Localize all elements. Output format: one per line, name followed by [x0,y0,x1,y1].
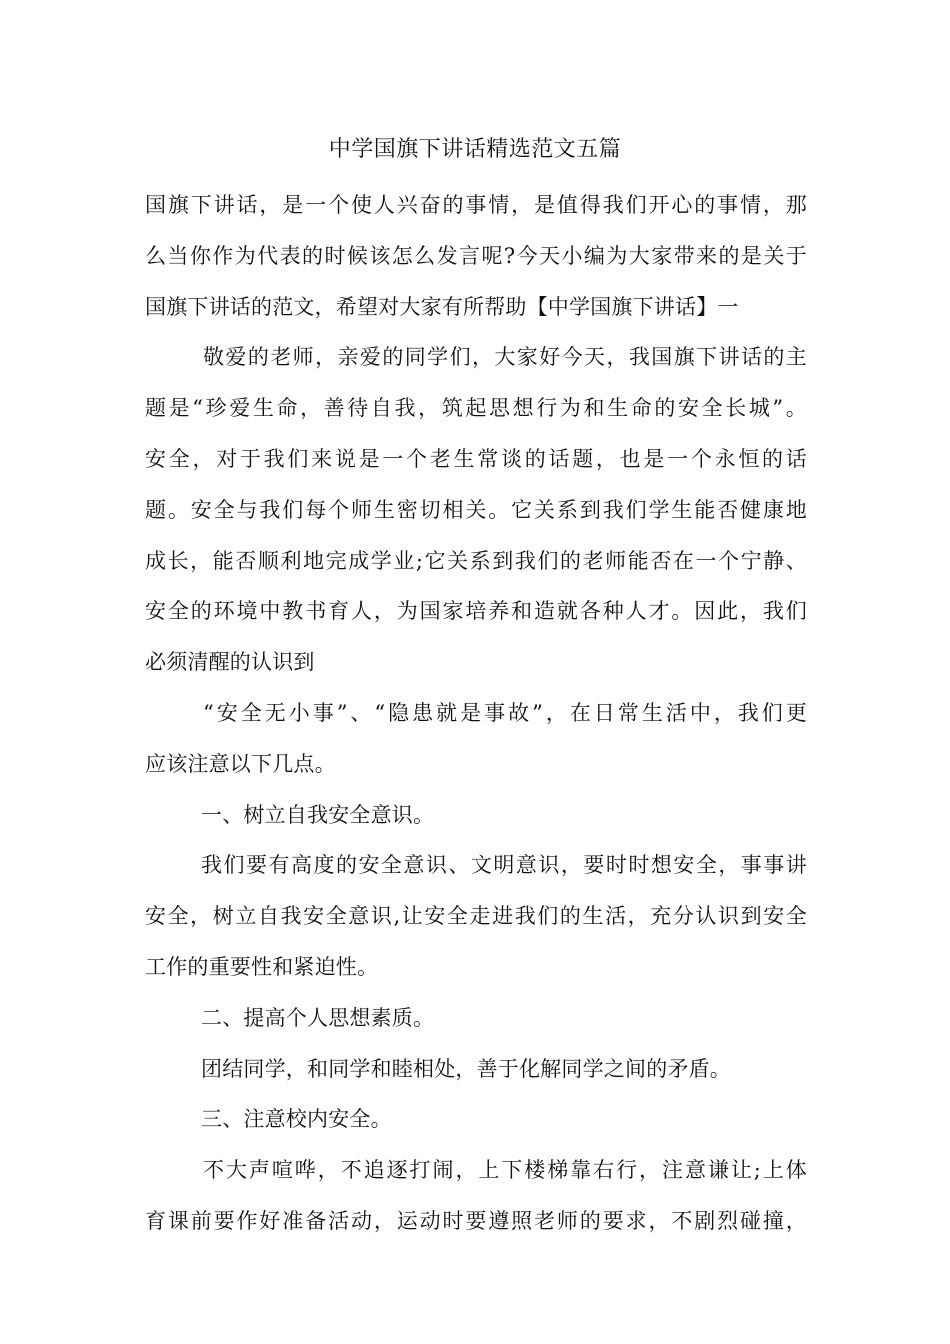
text-line: 安全，树立自我安全意识,让安全走进我们的生活，充分认识到安全 [145,904,807,929]
text-line: 成长，能否顺利地完成学业;它关系到我们的老师能否在一个宁静、 [145,548,807,573]
text-line: 国旗下讲话的范文，希望对大家有所帮助【中学国旗下讲话】一 [145,294,739,319]
text-line: 三、注意校内安全。 [201,1107,392,1132]
text-line: 团结同学，和同学和睦相处，善于化解同学之间的矛盾。 [201,1056,731,1081]
text-line: “安全无小事”、“隐患就是事故”，在日常生活中，我们更 [203,700,807,725]
text-line: 敬爱的老师，亲爱的同学们，大家好今天，我国旗下讲话的主 [203,345,807,370]
text-line: 题。安全与我们每个师生密切相关。它关系到我们学生能否健康地 [145,497,807,522]
text-line: 题是“珍爱生命，善待自我，筑起思想行为和生命的安全长城”。 [145,396,807,421]
document-body [145,180,807,1247]
text-line: 我们要有高度的安全意识、文明意识，要时时想安全，事事讲 [201,853,807,878]
text-line: 国旗下讲话，是一个使人兴奋的事情，是值得我们开心的事情，那 [145,193,807,217]
document-title: 中学国旗下讲话精选范文五篇 [328,137,622,162]
text-line: 育课前要作好准备活动，运动时要遵照老师的要求，不剧烈碰撞， [145,1208,807,1233]
text-line: 工作的重要性和紧迫性。 [145,954,379,979]
text-line: 必须清醒的认识到 [145,650,315,675]
text-line: 二、提高个人思想素质。 [201,1005,435,1030]
text-line: 安全，对于我们来说是一个老生常谈的话题，也是一个永恒的话 [145,446,807,471]
text-line: 一、树立自我安全意识。 [201,802,435,827]
text-line: 应该注意以下几点。 [145,751,336,776]
text-line: 安全的环境中教书育人，为国家培养和造就各种人才。因此，我们 [145,599,807,624]
text-line: 么当你作为代表的时候该怎么发言呢?今天小编为大家带来的是关于 [145,243,807,268]
text-line: 不大声喧哗，不追逐打闹，上下楼梯靠右行，注意谦让;上体 [203,1158,807,1183]
